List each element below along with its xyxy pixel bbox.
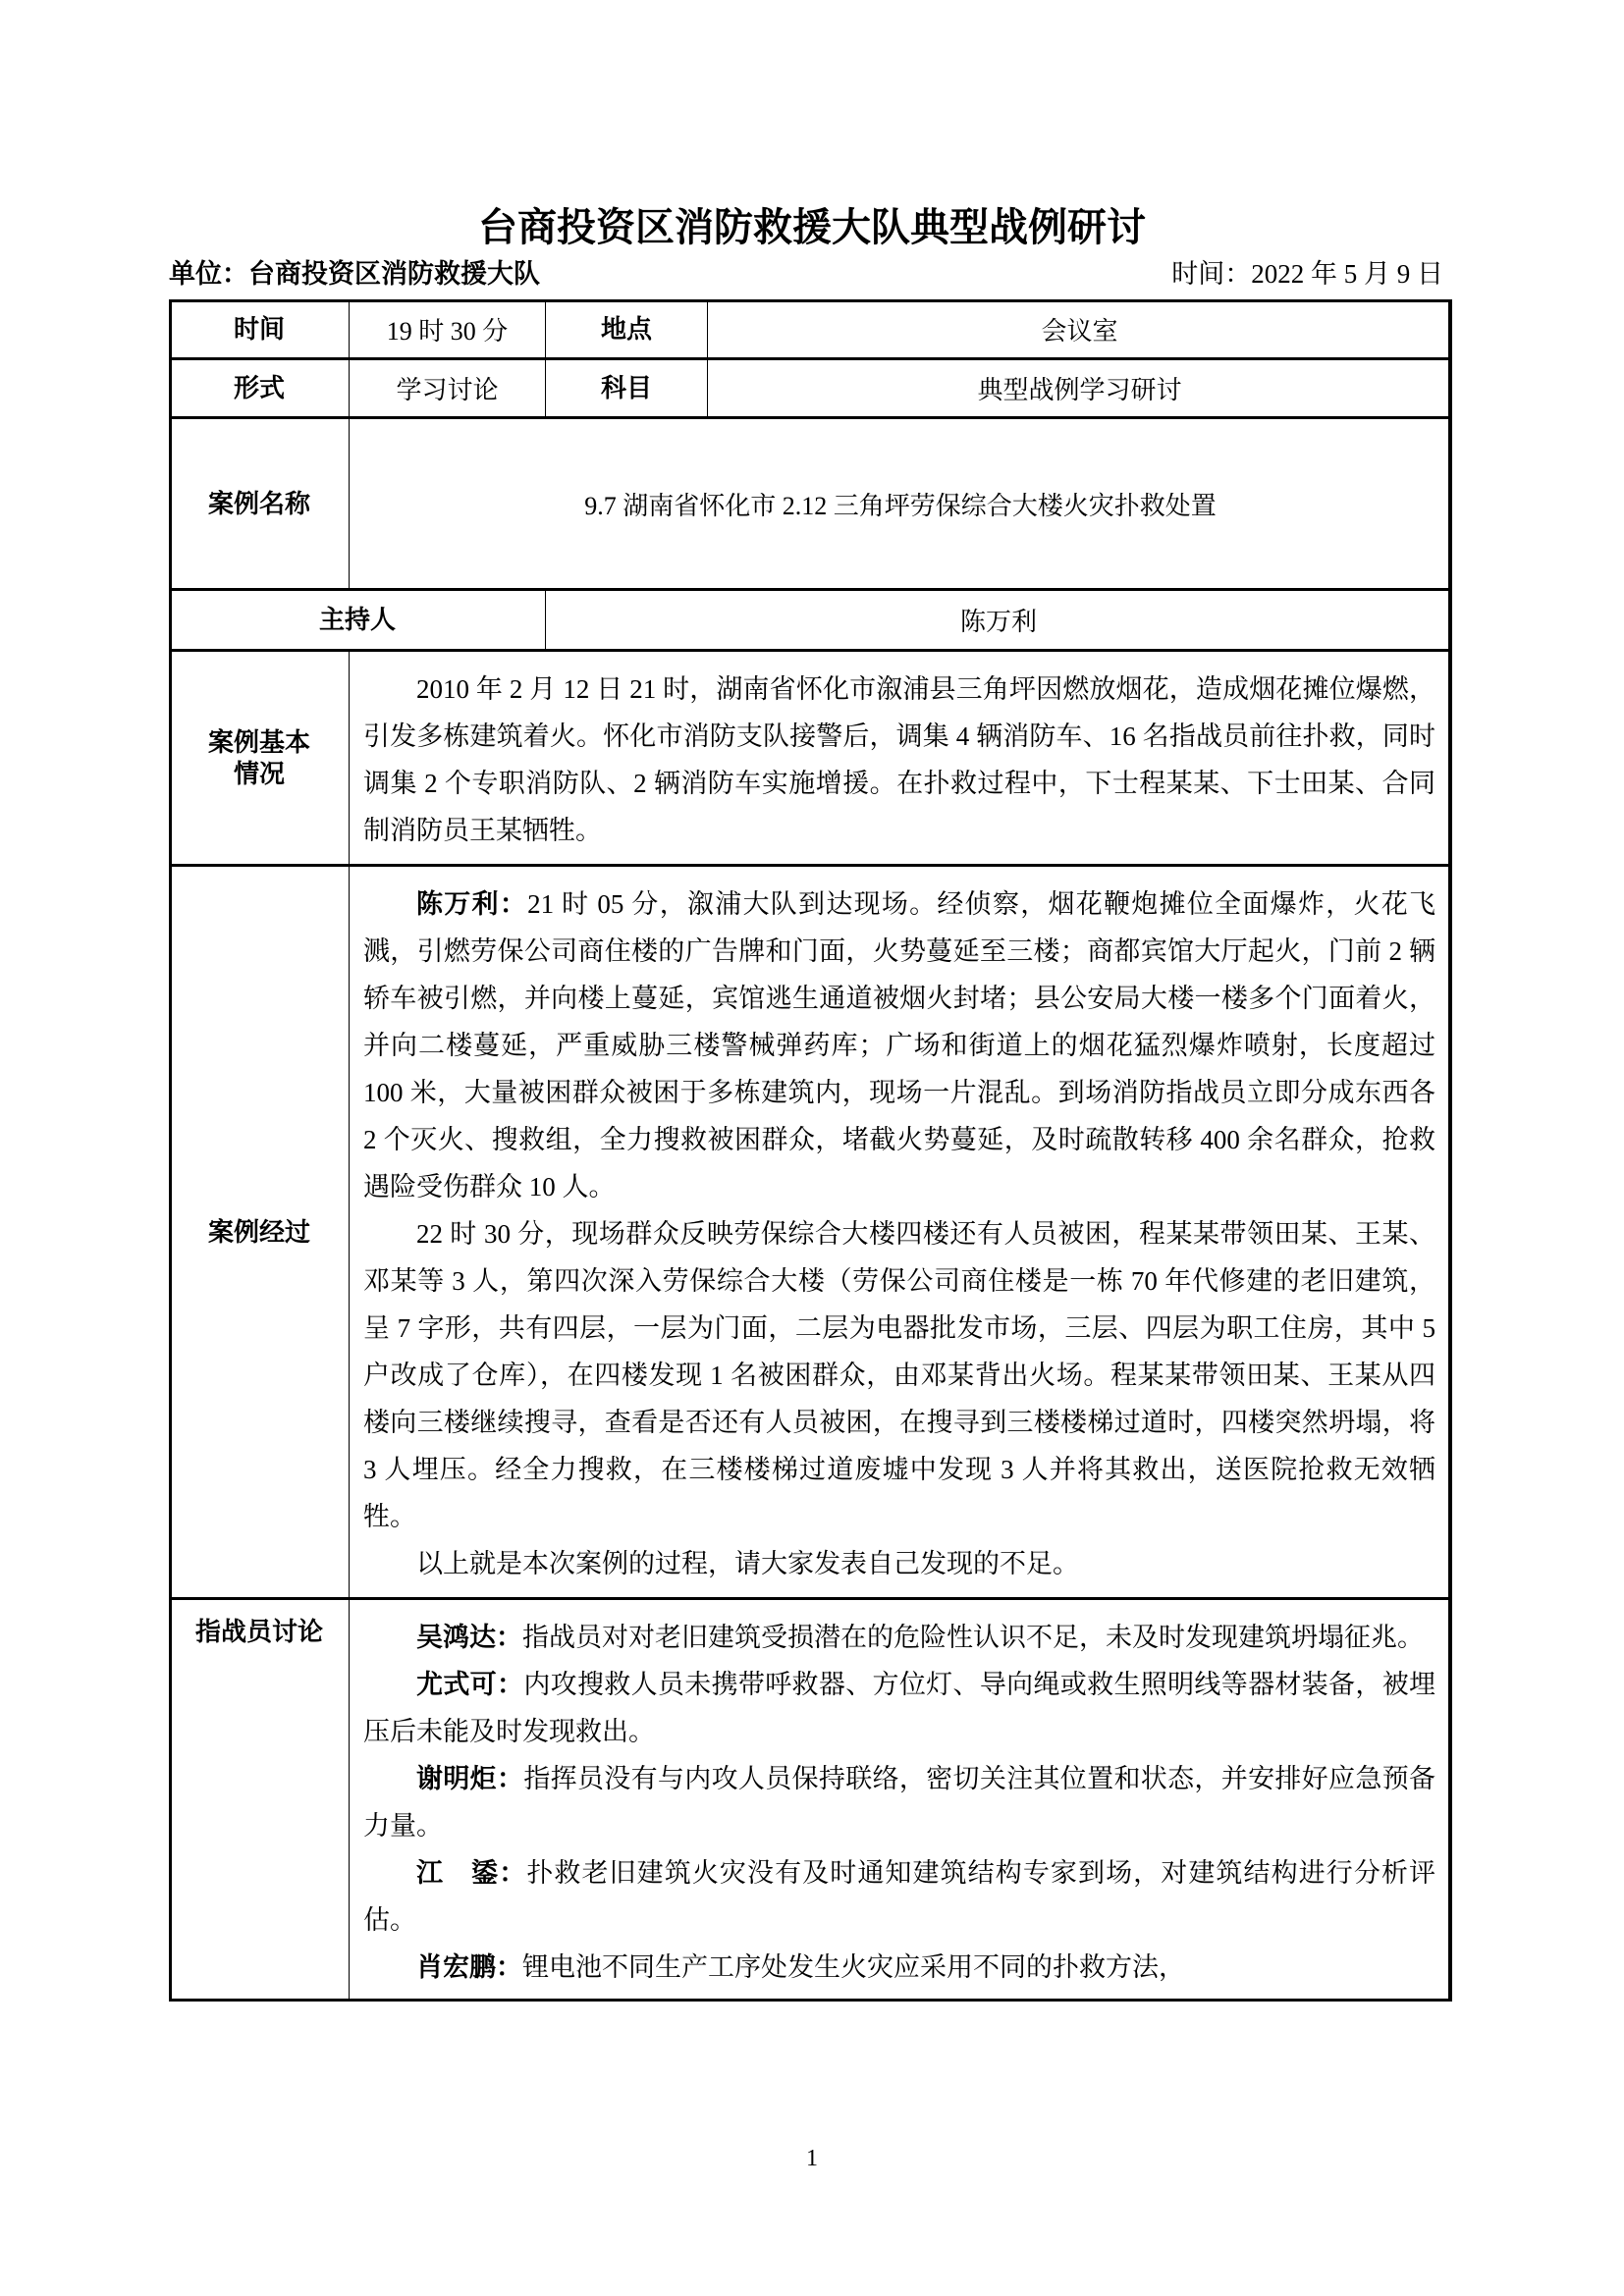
main-table-frame	[169, 299, 1451, 2002]
main-table	[169, 299, 1452, 2002]
discussion-paragraph	[363, 1944, 1435, 1991]
table-row	[170, 300, 1452, 359]
value-discussion	[350, 1599, 1452, 2002]
value-basic-situation	[350, 651, 1452, 866]
speaker-separator: ：	[499, 1858, 527, 1888]
value-time: 19 时 30 分	[350, 300, 546, 359]
paragraph-text: 以上就是本次案例的过程，请大家发表自己发现的不足。	[416, 1549, 1079, 1578]
paragraph-text: 内攻搜救人员未携带呼救器、方位灯、导向绳或救生照明线等器材装备，被埋压后未能及时发现救出。	[363, 1670, 1436, 1746]
paragraph-text: 扑救老旧建筑火灾没有及时通知建筑结构专家到场，对建筑结构进行分析评估。	[363, 1858, 1436, 1935]
subtitle-row	[169, 247, 1455, 288]
speaker-separator: ：	[499, 889, 528, 919]
speaker-name: 江 鋈	[416, 1858, 500, 1888]
speaker-separator: ：	[496, 1623, 522, 1652]
value-case-name: 9.7 湖南省怀化市 2.12 三角坪劳保综合大楼火灾扑救处置	[350, 418, 1452, 590]
speaker-name: 陈万利	[416, 889, 500, 919]
table-row	[170, 590, 1452, 651]
label-subject: 科目	[546, 359, 708, 418]
value-case-process	[350, 866, 1452, 1599]
case-process-paragraph	[363, 1210, 1435, 1540]
label-discussion: 指战员讨论	[170, 1599, 350, 2002]
paragraph-text: 锂电池不同生产工序处发生火灾应采用不同的扑救方法，	[522, 1952, 1185, 1982]
case-process-paragraph	[363, 881, 1435, 1210]
speaker-separator: ：	[496, 1952, 522, 1982]
value-host: 陈万利	[546, 590, 1452, 651]
discussion-paragraph	[363, 1755, 1435, 1849]
date-label: 时间：2022 年 5 月 9 日	[1171, 259, 1443, 289]
label-basic-situation	[170, 651, 350, 866]
table-row	[170, 418, 1452, 590]
label-form: 形式	[170, 359, 350, 418]
case-process-paragraph	[363, 1540, 1435, 1587]
label-case-process: 案例经过	[170, 866, 350, 1599]
paragraph-text: 22 时 30 分，现场群众反映劳保综合大楼四楼还有人员被困，程某某带领田某、王某、邓某等 3 人，第四次深入劳保综合大楼（劳保公司商住楼是一栋 70 年代修建的老旧建筑，呈 7 字形，共有四层，一层为门面，二层为电器批发市场，三层、四层为职工住房，其中 5 户改成了仓库），在四楼发现 1 名被困群众，由邓某背出火场。程某某带领田某、王某从四楼向三楼继续搜寻，查看是否还有人员被困，在搜寻到三楼楼梯过道时，四楼突然坍塌，将 3 人埋压。经全力搜救，在三楼楼梯过道废墟中发现 3 人并将其救出，送医院抢救无效牺牲。	[363, 1219, 1435, 1531]
speaker-name: 肖宏鹏	[416, 1952, 496, 1982]
value-subject: 典型战例学习研讨	[708, 359, 1452, 418]
paragraph-text: 21 时 05 分，溆浦大队到达现场。经侦察，烟花鞭炮摊位全面爆炸，火花飞溅，引燃劳保公司商住楼的广告牌和门面，火势蔓延至三楼；商都宾馆大厅起火，门前 2 辆轿车被引燃，并向楼上蔓延，宾馆逃生通道被烟火封堵；县公安局大楼一楼多个门面着火，并向二楼蔓延，严重威胁三楼警械弹药库；广场和街道上的烟花猛烈爆炸喷射，长度超过 100 米，大量被困群众被困于多栋建筑内，现场一片混乱。到场消防指战员立即分成东西各 2 个灭火、搜救组，全力搜救被困群众，堵截火势蔓延，及时疏散转移 400 余名群众，抢救遇险受伤群众 10 人。	[363, 889, 1436, 1201]
case-process-paragraphs	[350, 867, 1451, 1597]
speaker-name: 谢明炬	[416, 1764, 497, 1793]
discussion-paragraph	[363, 1849, 1435, 1944]
label-basic-situation-line1: 案例基本	[207, 726, 310, 757]
label-host: 主持人	[170, 590, 546, 651]
paragraph-text: 指战员对对老旧建筑受损潜在的危险性认识不足，未及时发现建筑坍塌征兆。	[522, 1623, 1424, 1652]
table-row	[170, 1599, 1452, 2002]
label-location: 地点	[546, 300, 708, 359]
value-form: 学习讨论	[350, 359, 546, 418]
label-case-name: 案例名称	[170, 418, 350, 590]
label-time: 时间	[170, 300, 350, 359]
table-row	[170, 651, 1452, 866]
table-row	[170, 866, 1452, 1599]
unit-label: 单位：台商投资区消防救援大队	[169, 259, 540, 289]
discussion-paragraph	[363, 1661, 1435, 1755]
speaker-separator: ：	[496, 1764, 524, 1793]
speaker-separator: ：	[496, 1670, 524, 1699]
speaker-name: 尤式可	[416, 1670, 497, 1699]
basic-situation-text: 2010 年 2 月 12 日 21 时，湖南省怀化市溆浦县三角坪因燃放烟花，造成烟花摊位爆燃，引发多栋建筑着火。怀化市消防支队接警后，调集 4 辆消防车、16 名指战员前往扑救，同时调集 2 个专职消防队、2 辆消防车实施增援。在扑救过程中，下士程某某、下士田某、合同制消防员王某牺牲。	[363, 674, 1435, 845]
paragraph-text: 指挥员没有与内攻人员保持联络，密切关注其位置和状态，并安排好应急预备力量。	[363, 1764, 1436, 1841]
discussion-paragraph	[363, 1614, 1435, 1661]
label-basic-situation-line2: 情况	[233, 759, 285, 788]
discussion-paragraphs	[350, 1600, 1451, 2001]
speaker-name: 吴鸿达	[416, 1623, 496, 1652]
page-title: 台商投资区消防救援大队典型战例研讨	[478, 206, 1146, 249]
page-number: 1	[806, 2146, 818, 2171]
basic-situation-paragraph	[350, 652, 1451, 864]
value-location: 会议室	[708, 300, 1452, 359]
table-row	[170, 359, 1452, 418]
